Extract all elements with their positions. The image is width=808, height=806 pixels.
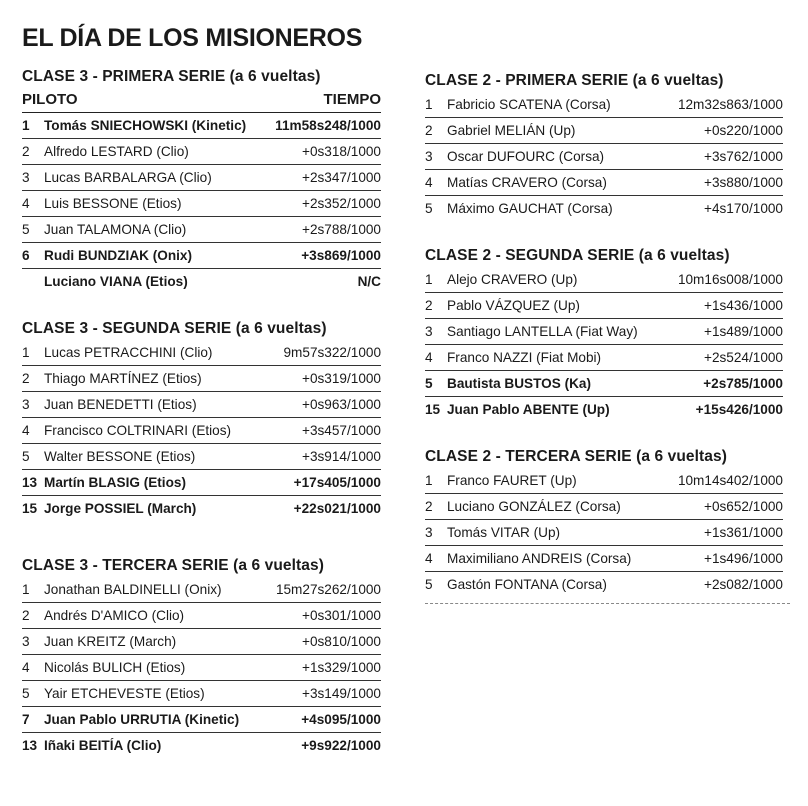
position: 3 <box>22 634 30 649</box>
race-time: +3s914/1000 <box>302 449 381 464</box>
pilot-header: PILOTO <box>22 91 78 108</box>
position: 13 <box>22 475 38 490</box>
position: 5 <box>425 376 433 391</box>
position: 2 <box>22 608 30 623</box>
section-title: CLASE 3 - SEGUNDA SERIE (a 6 vueltas) <box>22 320 327 337</box>
position: 1 <box>22 345 30 360</box>
position: 15 <box>22 501 38 516</box>
position: 5 <box>425 577 433 592</box>
result-row <box>425 92 783 118</box>
result-row <box>22 655 381 681</box>
position: 4 <box>425 551 433 566</box>
race-time: +3s149/1000 <box>302 686 381 701</box>
driver-name: Franco NAZZI (Fiat Mobi) <box>447 350 602 365</box>
position: 1 <box>425 97 433 112</box>
result-row <box>22 733 381 758</box>
result-row <box>425 371 783 397</box>
section-title: CLASE 3 - PRIMERA SERIE (a 6 vueltas) <box>22 68 321 85</box>
race-time: +2s347/1000 <box>302 170 381 185</box>
result-row <box>425 144 783 170</box>
result-row <box>425 572 783 597</box>
position: 2 <box>425 123 433 138</box>
position: 6 <box>22 248 30 263</box>
result-row <box>22 496 381 521</box>
driver-name: Luciano GONZÁLEZ (Corsa) <box>447 499 621 514</box>
driver-name: Luciano VIANA (Etios) <box>44 274 188 289</box>
race-time: 10m16s008/1000 <box>677 272 783 287</box>
dashed-divider <box>425 603 790 604</box>
race-time: +17s405/1000 <box>293 475 381 490</box>
driver-name: Andrés D'AMICO (Clio) <box>44 608 185 623</box>
driver-name: Iñaki BEITÍA (Clio) <box>44 738 162 753</box>
result-row <box>22 340 381 366</box>
time-header: TIEMPO <box>323 91 381 108</box>
race-time: +2s352/1000 <box>302 196 381 211</box>
result-row <box>22 217 381 243</box>
race-time: 10m14s402/1000 <box>677 473 783 488</box>
results-list <box>425 468 783 597</box>
driver-name: Santiago LANTELLA (Fiat Way) <box>447 324 638 339</box>
result-row <box>425 345 783 371</box>
race-time: +1s436/1000 <box>704 298 783 313</box>
result-row <box>22 707 381 733</box>
position: 3 <box>22 170 30 185</box>
position: 5 <box>22 686 30 701</box>
driver-name: Juan Pablo ABENTE (Up) <box>447 402 610 417</box>
driver-name: Thiago MARTÍNEZ (Etios) <box>44 371 202 386</box>
position: 4 <box>22 423 30 438</box>
position: 2 <box>22 144 30 159</box>
result-row <box>22 366 381 392</box>
race-time: +9s922/1000 <box>301 738 381 753</box>
driver-name: Juan BENEDETTI (Etios) <box>44 397 197 412</box>
race-time: +15s426/1000 <box>695 402 783 417</box>
result-row <box>425 494 783 520</box>
position: 4 <box>22 660 30 675</box>
driver-name: Tomás VITAR (Up) <box>447 525 561 540</box>
result-row <box>22 629 381 655</box>
race-time: +0s652/1000 <box>704 499 783 514</box>
race-time: +1s489/1000 <box>704 324 783 339</box>
result-row <box>22 681 381 707</box>
result-row <box>22 418 381 444</box>
position: 5 <box>22 449 30 464</box>
result-row <box>22 113 381 139</box>
result-row <box>425 170 783 196</box>
race-time: +0s301/1000 <box>302 608 381 623</box>
race-time: N/C <box>357 274 381 289</box>
results-list <box>22 577 381 758</box>
driver-name: Máximo GAUCHAT (Corsa) <box>447 201 613 216</box>
position: 1 <box>425 473 433 488</box>
result-row <box>22 165 381 191</box>
driver-name: Tomás SNIECHOWSKI (Kinetic) <box>44 118 247 133</box>
position: 4 <box>425 175 433 190</box>
result-row <box>22 603 381 629</box>
section-title: CLASE 2 - SEGUNDA SERIE (a 6 vueltas) <box>425 247 730 264</box>
page-title: EL DÍA DE LOS MISIONEROS <box>22 24 363 52</box>
section-title: CLASE 3 - TERCERA SERIE (a 6 vueltas) <box>22 557 324 574</box>
results-list <box>22 113 381 294</box>
result-row <box>22 243 381 269</box>
driver-name: Lucas BARBALARGA (Clio) <box>44 170 212 185</box>
position: 4 <box>425 350 433 365</box>
driver-name: Francisco COLTRINARI (Etios) <box>44 423 232 438</box>
driver-name: Jorge POSSIEL (March) <box>44 501 197 516</box>
race-time: 15m27s262/1000 <box>275 582 381 597</box>
race-time: 11m58s248/1000 <box>275 118 381 133</box>
driver-name: Lucas PETRACCHINI (Clio) <box>44 345 213 360</box>
driver-name: Gabriel MELIÁN (Up) <box>447 123 576 138</box>
race-time: 9m57s322/1000 <box>283 345 381 360</box>
race-time: 12m32s863/1000 <box>677 97 783 112</box>
result-row <box>425 397 783 422</box>
section-title: CLASE 2 - PRIMERA SERIE (a 6 vueltas) <box>425 72 724 89</box>
driver-name: Oscar DUFOURC (Corsa) <box>447 149 605 164</box>
position: 15 <box>425 402 441 417</box>
race-time: +4s170/1000 <box>704 201 783 216</box>
section-title: CLASE 2 - TERCERA SERIE (a 6 vueltas) <box>425 448 727 465</box>
race-time: +0s318/1000 <box>302 144 381 159</box>
race-time: +3s762/1000 <box>704 149 783 164</box>
result-row <box>425 118 783 144</box>
driver-name: Alejo CRAVERO (Up) <box>447 272 578 287</box>
position: 7 <box>22 712 30 727</box>
driver-name: Walter BESSONE (Etios) <box>44 449 196 464</box>
race-time: +1s329/1000 <box>302 660 381 675</box>
race-time: +2s788/1000 <box>302 222 381 237</box>
driver-name: Juan Pablo URRUTIA (Kinetic) <box>44 712 240 727</box>
left-column <box>22 66 381 758</box>
driver-name: Yair ETCHEVESTE (Etios) <box>44 686 205 701</box>
driver-name: Juan KREITZ (March) <box>44 634 177 649</box>
driver-name: Gastón FONTANA (Corsa) <box>447 577 607 592</box>
position: 3 <box>425 525 433 540</box>
result-row <box>425 546 783 572</box>
result-row <box>425 468 783 494</box>
race-time: +2s524/1000 <box>704 350 783 365</box>
result-row <box>22 269 381 294</box>
driver-name: Matías CRAVERO (Corsa) <box>447 175 607 190</box>
position: 1 <box>22 118 30 133</box>
race-time: +0s220/1000 <box>704 123 783 138</box>
driver-name: Martín BLASIG (Etios) <box>44 475 186 490</box>
result-row <box>22 392 381 418</box>
result-row <box>425 196 783 221</box>
result-row <box>425 319 783 345</box>
column-headers <box>22 88 381 113</box>
right-column <box>425 70 783 604</box>
driver-name: Rudi BUNDZIAK (Onix) <box>44 248 193 263</box>
position: 1 <box>22 582 30 597</box>
position: 1 <box>425 272 433 287</box>
position: 3 <box>22 397 30 412</box>
driver-name: Jonathan BALDINELLI (Onix) <box>44 582 222 597</box>
position: 3 <box>425 324 433 339</box>
results-list <box>425 267 783 422</box>
result-row <box>22 470 381 496</box>
driver-name: Luis BESSONE (Etios) <box>44 196 182 211</box>
race-time: +2s785/1000 <box>703 376 783 391</box>
results-list <box>425 92 783 221</box>
result-row <box>22 444 381 470</box>
race-time: +22s021/1000 <box>293 501 381 516</box>
position: 2 <box>425 298 433 313</box>
driver-name: Bautista BUSTOS (Ka) <box>447 376 592 391</box>
position: 13 <box>22 738 38 753</box>
driver-name: Maximiliano ANDREIS (Corsa) <box>447 551 632 566</box>
race-time: +0s810/1000 <box>302 634 381 649</box>
race-time: +4s095/1000 <box>301 712 381 727</box>
position: 5 <box>425 201 433 216</box>
race-time: +0s319/1000 <box>302 371 381 386</box>
result-row <box>425 520 783 546</box>
position: 2 <box>425 499 433 514</box>
result-row <box>22 139 381 165</box>
race-time: +2s082/1000 <box>704 577 783 592</box>
position: 3 <box>425 149 433 164</box>
race-time: +0s963/1000 <box>302 397 381 412</box>
result-row <box>425 267 783 293</box>
driver-name: Alfredo LESTARD (Clio) <box>44 144 189 159</box>
race-time: +3s880/1000 <box>704 175 783 190</box>
driver-name: Juan TALAMONA (Clio) <box>44 222 187 237</box>
driver-name: Pablo VÁZQUEZ (Up) <box>447 298 580 313</box>
result-row <box>22 577 381 603</box>
race-time: +1s496/1000 <box>704 551 783 566</box>
result-row <box>22 191 381 217</box>
race-time: +1s361/1000 <box>704 525 783 540</box>
race-time: +3s457/1000 <box>302 423 381 438</box>
driver-name: Nicolás BULICH (Etios) <box>44 660 186 675</box>
results-list <box>22 340 381 521</box>
driver-name: Franco FAURET (Up) <box>447 473 577 488</box>
position: 5 <box>22 222 30 237</box>
position: 4 <box>22 196 30 211</box>
result-row <box>425 293 783 319</box>
race-time: +3s869/1000 <box>301 248 381 263</box>
driver-name: Fabricio SCATENA (Corsa) <box>447 97 611 112</box>
position: 2 <box>22 371 30 386</box>
